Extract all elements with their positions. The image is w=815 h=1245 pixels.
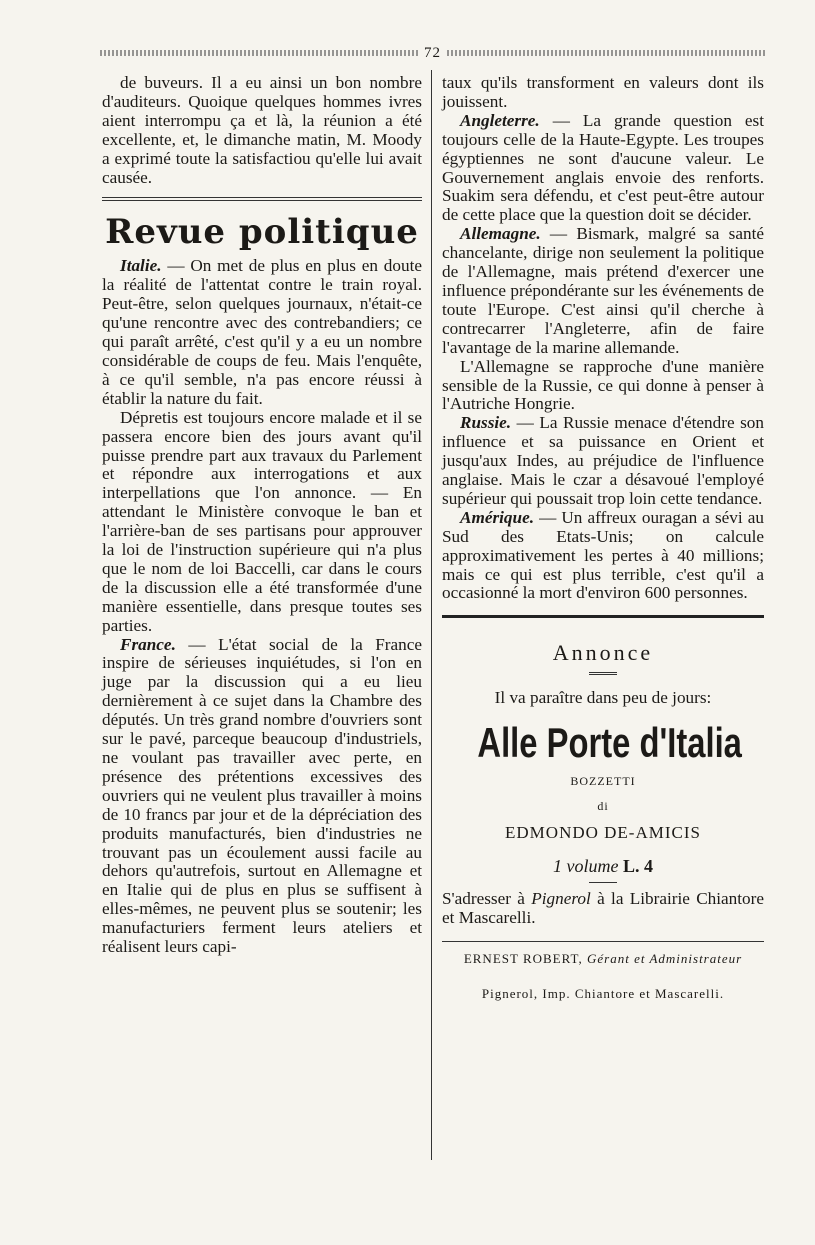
italie-label: Italie.: [120, 256, 162, 276]
volume-rule: [589, 882, 617, 883]
book-subtitle: BOZZETTI: [570, 774, 636, 789]
allemagne-label: Allemagne.: [460, 224, 541, 244]
continuation-paragraph: taux qu'ils transforment en valeurs dont ils jouissent.: [442, 73, 764, 111]
russie-paragraph: [442, 414, 764, 509]
russie-text: — La Russie menace d'étendre son influence et sa puissance en Orient et jusqu'aux Indes, au préjudice de l'influence anglaise. Mais le czar a désavoué l'employé supérieur qui poussait trop loin cette tendance.: [442, 413, 764, 508]
book-title: Alle Porte d'Italia: [477, 719, 742, 767]
book-volume: [442, 857, 764, 876]
france-text: — L'état social de la France inspire de sérieuses inquiétudes, si l'on en juge par la discussion qui a eu lieu dernièrement à ce sujet dans la Chambre des députés. Un très grand nombre d'ouvriers sont sur le pavé, parceque beaucoup d'industriels, ne voulant pas travailler avec perte, en présence des prétentions excessives des ouvriers qui ne veulent plus travailler à moins de 10 francs par jour et de la dépréciation des produits manufacturés, bien d'industries ne trouvant pas un écoulement aussi facile au dehors qu'autrefois, surtout en Allemagne et en Italie qui de plus en plus se suffisent à elles-mêmes, ne peuvent plus se soutenir; les manufacturiers ferment leurs ateliers et réalisent leurs capi-: [102, 634, 422, 957]
page-header: [100, 44, 765, 62]
section-title: Revue politique: [105, 212, 419, 253]
amerique-paragraph: [442, 509, 764, 604]
announcement-rule: [442, 615, 764, 618]
column-divider: [431, 70, 432, 1160]
section-separator: [102, 197, 422, 201]
gerant-line: [442, 950, 764, 969]
france-label: France.: [120, 634, 176, 654]
address-prefix: S'adresser à: [442, 888, 532, 908]
announcement-title-rule: [589, 672, 617, 675]
depretis-paragraph: Dépretis est toujours encore malade et il se passera encore bien des jours avant qu'il puisse prendre part aux travaux du Parlement et répondre aux interrogations et aux interpellations que l'on annonce. — En attendant le Ministère convoque le ban et l'arrière-ban de ses partisans pour approuver la loi de l'instruction supérieure qui n'a plus que le nom de loi Baccelli, car dans le cours de la discussion elle a été transformée d'une manière essentielle, dans presque toutes ses parties.: [102, 407, 422, 635]
angleterre-text: — La grande question est toujours celle de la Haute-Egypte. Les troupes égyptiennes ne sont d'aucune valeur. Le Gouvernement anglais envoie des renforts. Suakim sera défendu, et c'est peut-être autour de cette place que la question doit se décider.: [442, 110, 764, 225]
address-place: Pignerol: [531, 888, 591, 908]
left-column: [102, 74, 422, 957]
right-column: [442, 74, 764, 1004]
angleterre-label: Angleterre.: [460, 110, 540, 130]
angleterre-paragraph: [442, 112, 764, 225]
amerique-label: Amérique.: [460, 507, 535, 527]
france-paragraph: [102, 636, 422, 957]
volume-price: L. 4: [622, 856, 653, 876]
allemagne-text: — Bismark, malgré sa santé chancelante, dirige non seulement la politique de l'Allemagne, mais prétend d'exercer une influence prépondérante sur les événements de toute l'Europe. C'est ainsi qu'il cherche à contrecarrer l'Angleterre, afin de faire l'avantage de la marine allemande.: [442, 224, 764, 357]
footer-rule: [442, 941, 764, 942]
italie-text: — On met de plus en plus en doute la réalité de l'attentat contre le train royal. Peut-être, selon quelques journaux, n'était-ce qu'une rencontre avec des contrebandiers; ce qui paraît arrêté, c'est qu'il y a eu un nombre considérable de coups de feu. Mais l'enquête, à ce qu'il semble, n'a pas encore réussi à établir la nature du fait.: [102, 256, 422, 408]
amerique-text: — Un affreux ouragan a sévi au Sud des Etats-Unis; on calcule approximativement les pertes à 40 millions; mais ce qui est plus terrible, c'est qu'il a occasionné la mort d'environ 600 personnes.: [442, 507, 764, 603]
book-di: di: [597, 799, 609, 814]
volume-label: 1 volume: [553, 856, 619, 876]
gerant-name: ERNEST ROBERT,: [463, 950, 583, 966]
book-author: EDMONDO DE-AMICIS: [505, 823, 701, 843]
header-ornament-left: [100, 50, 418, 56]
italie-paragraph: [102, 257, 422, 408]
imprint-line: Pignerol, Imp. Chiantore et Mascarelli.: [481, 985, 725, 1001]
announcement-title: Annonce: [552, 640, 654, 666]
page-number: 72: [424, 44, 441, 61]
announcement-line: Il va paraître dans peu de jours:: [494, 688, 712, 708]
address-paragraph: [442, 889, 764, 927]
allemagne-paragraph: [442, 225, 764, 357]
russie-label: Russie.: [460, 413, 512, 433]
address-rest: à la Librairie Chiantore et Mascarelli.: [442, 888, 764, 927]
gerant-role: Gérant et Administrateur: [582, 950, 743, 966]
header-ornament-right: [447, 50, 765, 56]
intro-paragraph: de buveurs. Il a eu ainsi un bon nombre d'auditeurs. Quoique quelques hommes ivres aient interrompu ça et là, la réunion a été excellente, et, le dimanche matin, M. Moody a exprimé toute la satisfactiou qu'elle lui avait causée.: [102, 73, 422, 187]
allemagne-paragraph-2: L'Allemagne se rapproche d'une manière sensible de la Russie, ce qui donne à penser à l'Autriche Hongrie.: [442, 356, 764, 414]
